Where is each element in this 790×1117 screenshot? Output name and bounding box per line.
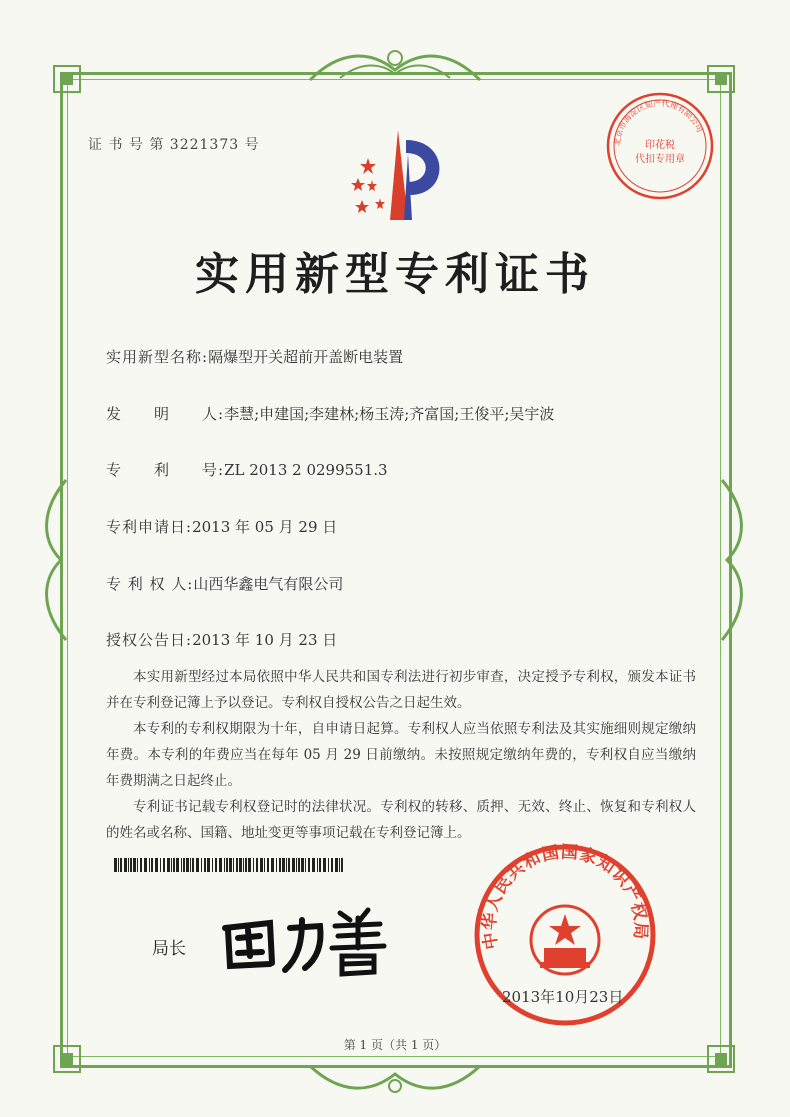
body-paragraph-1: 本实用新型经过本局依照中华人民共和国专利法进行初步审查，决定授予专利权，颁发本证书并在专利登记簿上予以登记。专利权自授权公告之日起生效。 (106, 669, 696, 711)
patentee-row (106, 573, 343, 594)
grant-date-value: 2013 年 10 月 23 日 (192, 631, 338, 649)
director-signature-icon (210, 898, 390, 978)
patent-office-logo-icon (340, 120, 450, 230)
left-ornament-icon (36, 470, 76, 650)
corner-ornament-icon (52, 64, 82, 94)
top-ornament-icon (300, 40, 490, 90)
tax-stamp-icon (600, 86, 720, 206)
patent-number-value: ZL 2013 2 0299551.3 (224, 461, 388, 479)
right-ornament-icon (712, 470, 752, 650)
grant-date-label: 授权公告日: (106, 631, 193, 649)
bottom-ornament-icon (300, 1058, 490, 1098)
page-number: 第 1 页（共 1 页） (343, 1038, 447, 1052)
certificate-number: 证 书 号 第 3221373 号 (88, 137, 260, 153)
seal-date: 2013年10月23日 (502, 988, 624, 1006)
inventor-value: 李慧;申建国;李建林;杨玉涛;齐富国;王俊平;吴宇波 (224, 405, 555, 423)
utility-model-name-label: 实用新型名称: (106, 348, 209, 366)
application-date-label: 专利申请日: (106, 518, 193, 536)
utility-model-name-row (106, 346, 403, 367)
patent-number-row (106, 459, 388, 480)
patent-number-label: 专 利 号: (106, 461, 225, 479)
barcode-icon (114, 858, 344, 872)
body-paragraph-3: 专利证书记载专利权登记时的法律状况。专利权的转移、质押、无效、终止、恢复和专利权人的姓名或名称、国籍、地址变更等事项记载在专利登记簿上。 (106, 799, 696, 841)
body-paragraph-2: 本专利的专利权期限为十年，自申请日起算。专利权人应当依照专利法及其实施细则规定缴纳年费。本专利的年费应当在每年 05 月 29 日前缴纳。未按照规定缴纳年费的，专利权自应当缴纳年费期满之日起终止。 (106, 721, 696, 789)
director-label: 局长 (152, 939, 186, 959)
inventor-label: 发 明 人: (106, 405, 225, 423)
tax-stamp-ring-text: 北京市海淀区知产代理有限公司 (612, 98, 705, 147)
certificate-body (106, 664, 696, 846)
tax-stamp-line1: 印花税 (645, 140, 675, 151)
seal-ring-text: 中华人民共和国国家知识产权局 (479, 842, 651, 951)
application-date-row (106, 516, 337, 537)
application-date-value: 2013 年 05 月 29 日 (192, 518, 338, 536)
utility-model-name-value: 隔爆型开关超前开盖断电装置 (208, 348, 404, 366)
patentee-label: 专 利 权 人: (106, 575, 194, 593)
certificate-title: 实用新型专利证书 (195, 249, 595, 300)
tax-stamp-line2: 代扣专用章 (635, 154, 685, 165)
grant-date-row (106, 629, 337, 650)
patentee-value: 山西华鑫电气有限公司 (193, 575, 344, 593)
inventor-row (106, 403, 554, 424)
